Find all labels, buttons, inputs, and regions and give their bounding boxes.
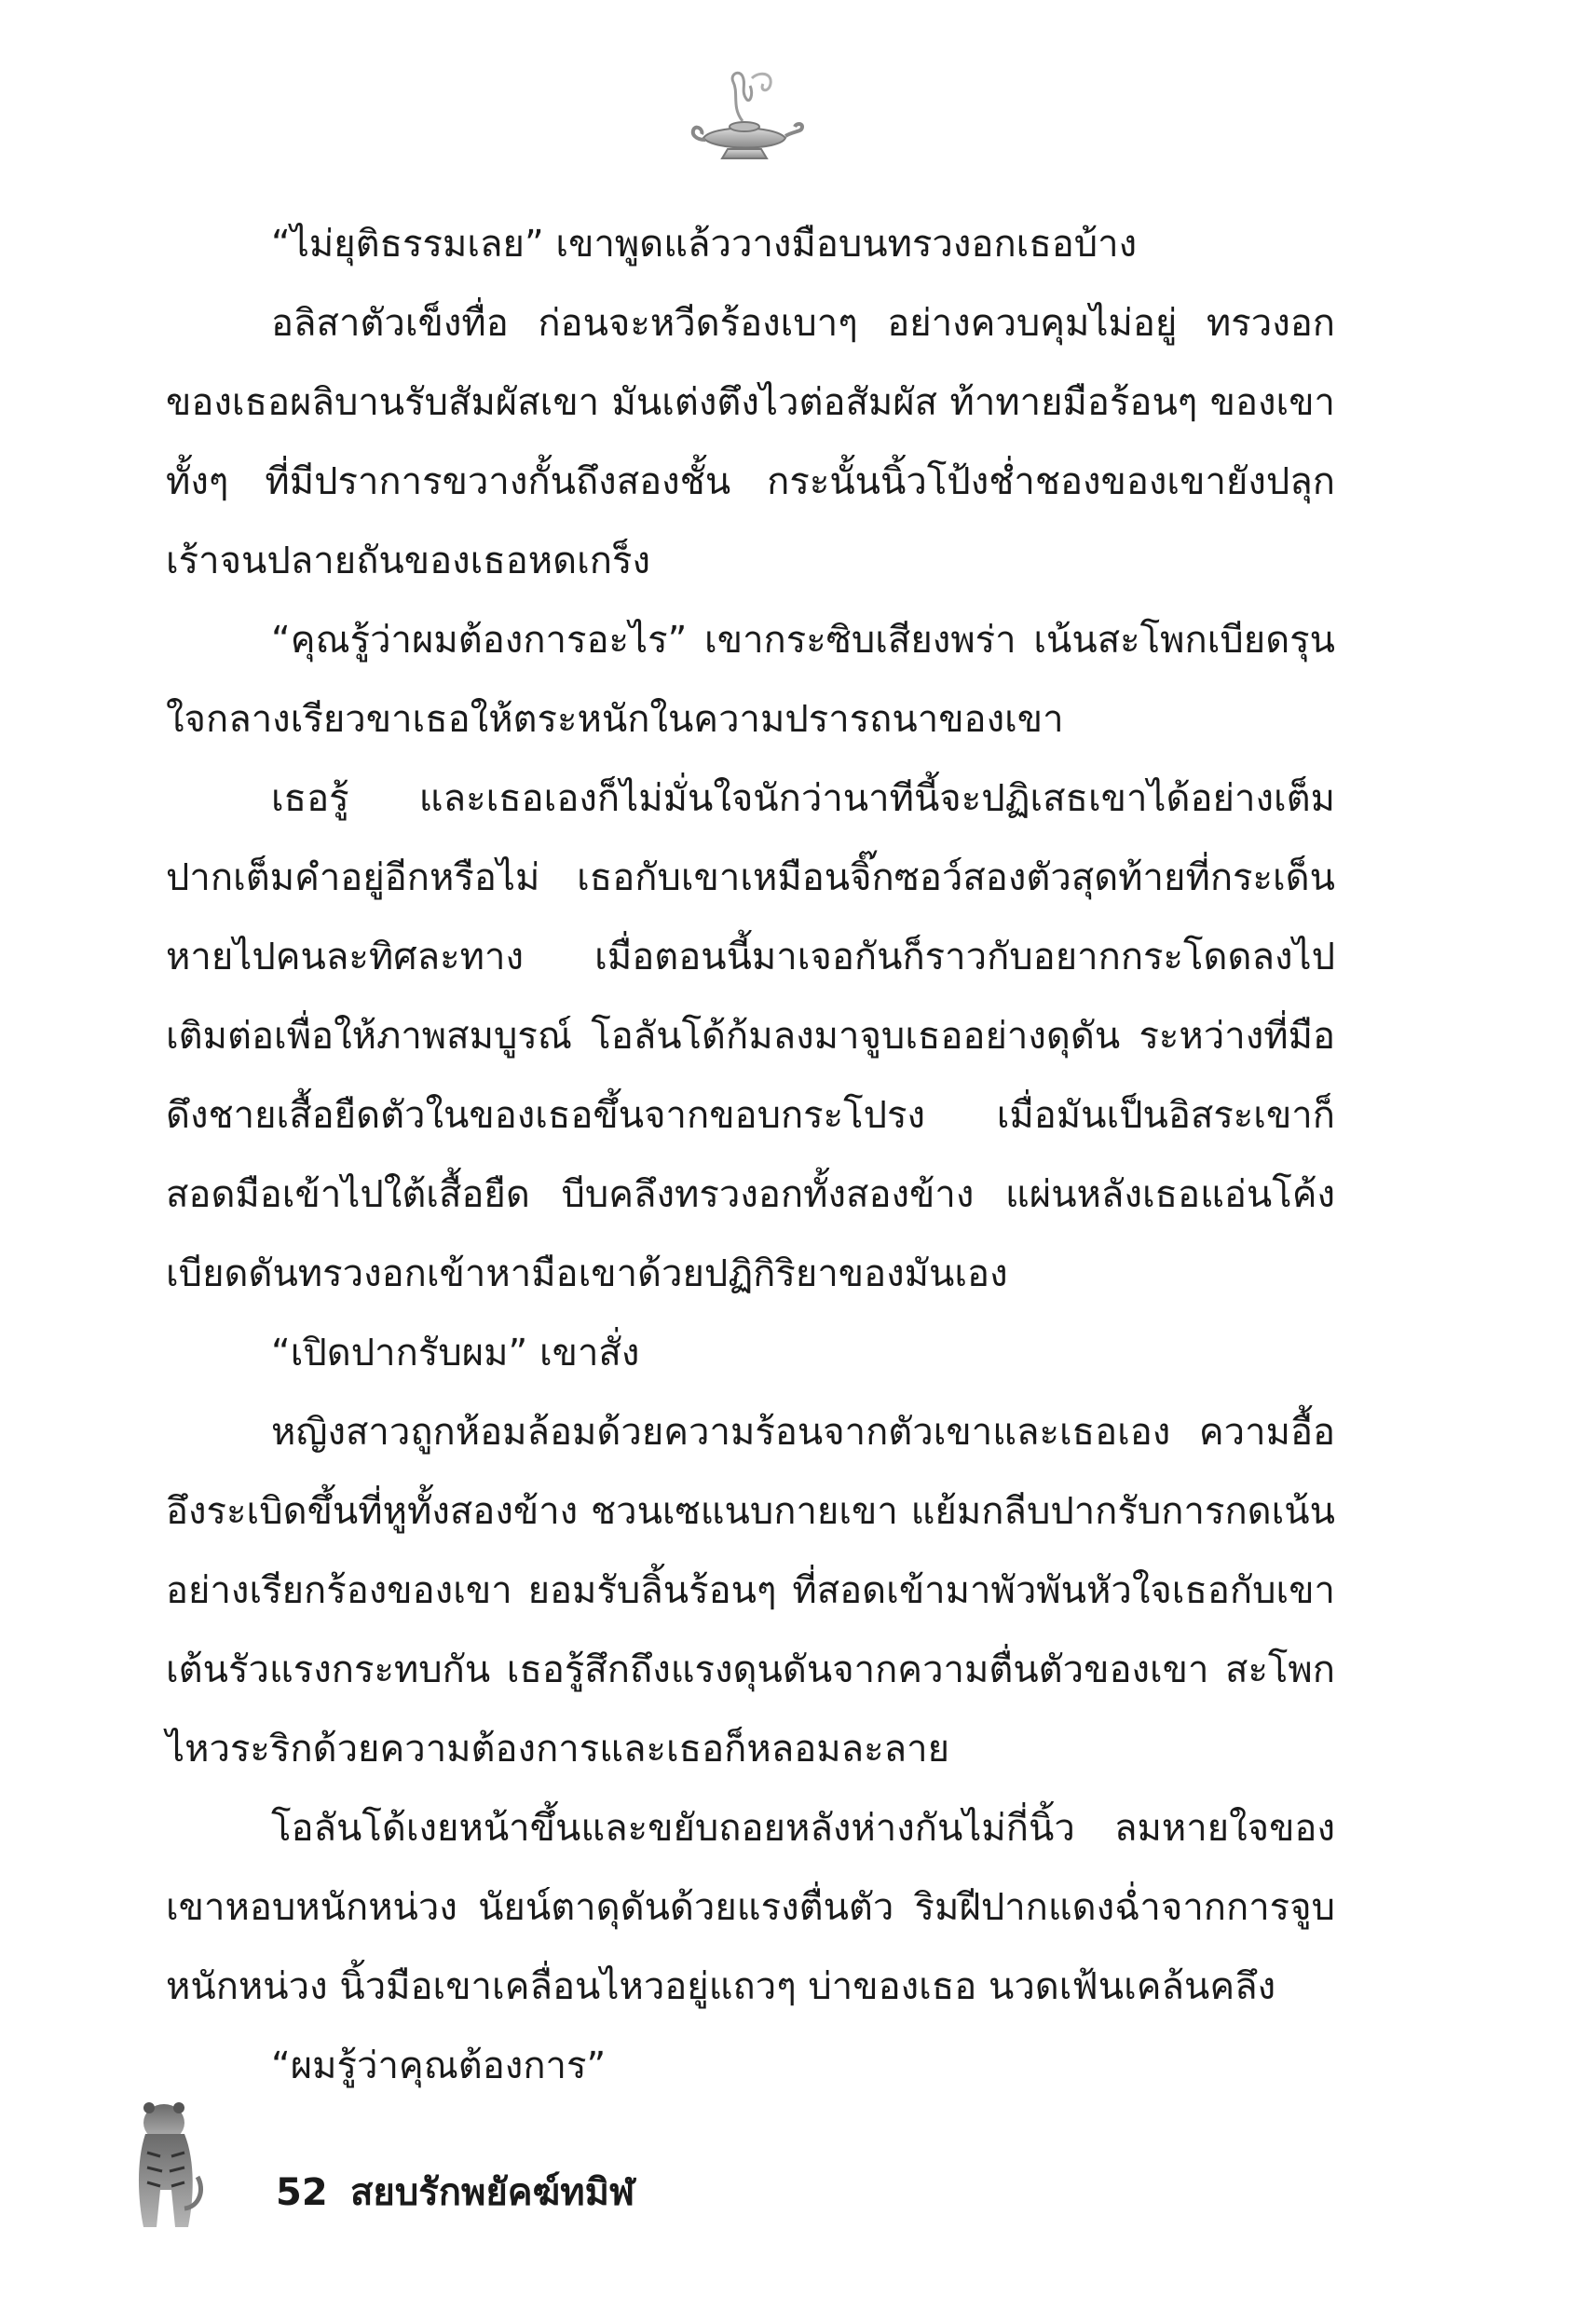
paragraph: “คุณรู้ว่าผมต้องการอะไร” เขากระซิบเสียงพร่า เน้นสะโพกเบียดรุนใจกลางเรียวขาเธอให้ตระหนักในความปรารถนาของเขา xyxy=(166,619,1335,741)
page-footer xyxy=(119,2097,958,2236)
paragraph: หญิงสาวถูกห้อมล้อมด้วยความร้อนจากตัวเขาและเธอเอง ความอื้ออึงระเบิดขึ้นที่หูทั้งสองข้าง ชวนเซแนบกายเขา แย้มกลีบปากรับการกดเน้นอย่างเรียกร้องของเขา ยอมรับลิ้นร้อนๆ ที่สอดเข้ามาพัวพันหัวใจเธอกับเขาเต้นรัวแรงกระทบกัน เธอรู้สึกถึงแรงดุนดันจากความตื่นตัวของเขา สะโพกไหวระริกด้วยความต้องการและเธอก็หลอมละลาย xyxy=(166,1411,1335,1771)
paragraph: “ไม่ยุติธรรมเลย” เขาพูดแล้ววางมือบนทรวงอกเธอบ้าง xyxy=(271,223,1138,266)
paragraph: อลิสาตัวเข็งทื่อ ก่อนจะหวีดร้องเบาๆ อย่างควบคุมไม่อยู่ ทรวงอกของเธอผลิบานรับสัมผัสเขา มันเต่งตึงไวต่อสัมผัส ท้าทายมือร้อนๆ ของเขาทั้งๆ ที่มีปราการขวางกั้นถึงสองชั้น กระนั้นนิ้วโป้งช่ำชองของเขายังปลุกเร้าจนปลายถันของเธอหดเกร็ง xyxy=(166,302,1335,582)
paragraph: เธอรู้ และเธอเองก็ไม่มั่นใจนักว่านาทีนี้จะปฏิเสธเขาได้อย่างเต็มปากเต็มคำอยู่อีกหรือไม่ เธอกับเขาเหมือนจิ๊กซอว์สองตัวสุดท้ายที่กระเด็นหายไปคนละทิศละทาง เมื่อตอนนี้มาเจอกันก็ราวกับอยากกระโดดลงไปเติมต่อเพื่อให้ภาพสมบูรณ์ โอลันโด้ก้มลงมาจูบเธออย่างดุดัน ระหว่างที่มือดึงชายเสื้อยืดตัวในของเธอขึ้นจากขอบกระโปรง เมื่อมันเป็นอิสระเขาก็สอดมือเข้าไปใต้เสื้อยืด บีบคลึงทรวงอกทั้งสองข้าง แผ่นหลังเธอแอ่นโค้งเบียดดันทรวงอกเข้าหามือเขาด้วยปฏิกิริยาของมันเอง xyxy=(166,777,1335,1295)
paragraph: “เปิดปากรับผม” เขาสั่ง xyxy=(271,1332,640,1374)
book-title: สยบรักพยัคฆ์ทมิฬ xyxy=(350,2171,635,2214)
page-number: 52 xyxy=(276,2171,328,2214)
paragraph: โอลันโด้เงยหน้าขึ้นและขยับถอยหลังห่างกันไม่กี่นิ้ว ลมหายใจของเขาหอบหนักหน่วง นัยน์ตาดุดันด้วยแรงตื่นตัว ริมฝีปากแดงฉ่ำจากการจูบหนักหน่วง นิ้วมือเขาเคลื่อนไหวอยู่แถวๆ บ่าของเธอ นวดเฟ้นเคล้นคลึง xyxy=(166,1807,1335,2008)
tiger-icon xyxy=(119,2097,212,2236)
paragraph: “ผมรู้ว่าคุณต้องการ” xyxy=(271,2044,607,2087)
body-text xyxy=(166,205,1335,2106)
genie-lamp-icon xyxy=(685,65,806,168)
